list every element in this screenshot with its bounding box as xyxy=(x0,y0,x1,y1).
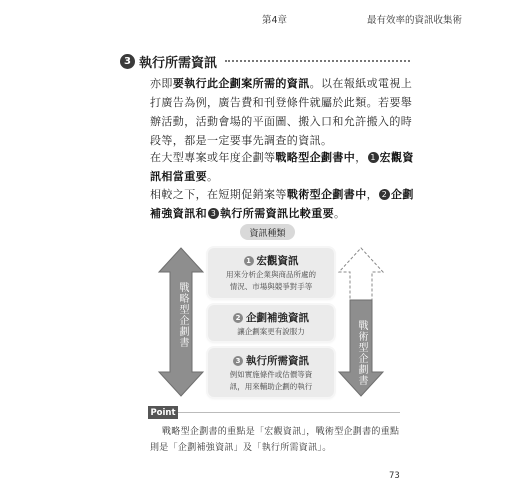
box2-title-text: 企劃補強資訊 xyxy=(246,312,309,324)
para3-text-2: ， xyxy=(366,188,379,201)
para3-circle-3: 3 xyxy=(208,208,219,219)
para2-bold-1: 戰略型企劃書中 xyxy=(275,151,356,164)
para1-bold-1: 要執行此企劃案所需的資訊 xyxy=(172,77,310,90)
macro-info-box xyxy=(208,248,334,298)
page-number: 73 xyxy=(389,471,400,481)
box1-title-text: 宏觀資訊 xyxy=(256,255,299,267)
strategic-plan-label: 戰略型企劃書 xyxy=(177,282,188,348)
point-text: 戰略型企劃書的重點是「宏觀資訊」，戰術型企劃書的重點則是「企劃補強資訊」及「執行所需資訊」。 xyxy=(150,427,400,453)
para3-bold-2: 企劃補強資訊和 xyxy=(150,188,414,220)
para3-text-1: 相較之下，在短期促銷案等 xyxy=(150,188,287,201)
box1-desc-line2: 情況、市場與競爭對手等 xyxy=(229,282,313,291)
box1-title xyxy=(208,253,334,268)
para3-text-3: 。 xyxy=(334,207,346,220)
box3-title-text: 執行所需資訊 xyxy=(246,355,309,367)
para2-text-2: ， xyxy=(355,151,367,164)
box2-number-icon: 2 xyxy=(233,313,243,323)
section-title: 執行所需資訊 xyxy=(139,55,218,71)
point-badge: Point xyxy=(148,406,178,419)
para1-text-2: 。以在報紙或電視上打廣告為例，廣告費和刊登條件就屬於此類。若要舉辦活動，活動會場的平面圖、搬入口和允許搬入的時段等，都是一定要事先調查的資訊。 xyxy=(150,77,413,147)
supplement-info-box xyxy=(208,305,334,341)
tactical-plan-label: 戰術型企劃書 xyxy=(356,320,367,386)
right-up-arrow-icon xyxy=(339,248,383,300)
chapter-title: 最有效率的資訊收集術 xyxy=(366,15,462,26)
execution-info-box xyxy=(208,348,334,397)
chapter-number: 第4章 xyxy=(262,15,288,26)
section-number-badge: 3 xyxy=(120,54,135,69)
box3-number-icon: 3 xyxy=(233,356,243,366)
para2-text-1: 在大型專案或年度企劃等 xyxy=(150,151,276,164)
box3-desc-line1: 例如實施條件或估價等資 xyxy=(229,370,313,379)
para2-bold-2: 宏觀資訊相當重要 xyxy=(150,151,414,183)
para3-bold-3: 執行所需資訊比較重要 xyxy=(220,207,334,220)
box2-title xyxy=(208,310,334,325)
para3-bold-1: 戰術型企劃書中 xyxy=(286,188,367,201)
box3-desc-line2: 訊，用來輔助企劃的執行 xyxy=(229,382,313,391)
para2-text-3: 。 xyxy=(207,170,219,183)
point-divider xyxy=(178,412,400,413)
box1-desc-line1: 用來分析企業與商品所處的 xyxy=(226,270,316,279)
para3-circle-2: 2 xyxy=(379,189,390,200)
box1-number-icon: 1 xyxy=(244,256,254,266)
box2-desc-line1: 讓企劃案更有說服力 xyxy=(237,327,305,336)
para2-circle-1: 1 xyxy=(368,152,379,163)
para1-text-1: 亦即 xyxy=(150,77,173,90)
info-types-tag: 資訊種類 xyxy=(240,224,295,240)
box3-title xyxy=(208,353,334,368)
